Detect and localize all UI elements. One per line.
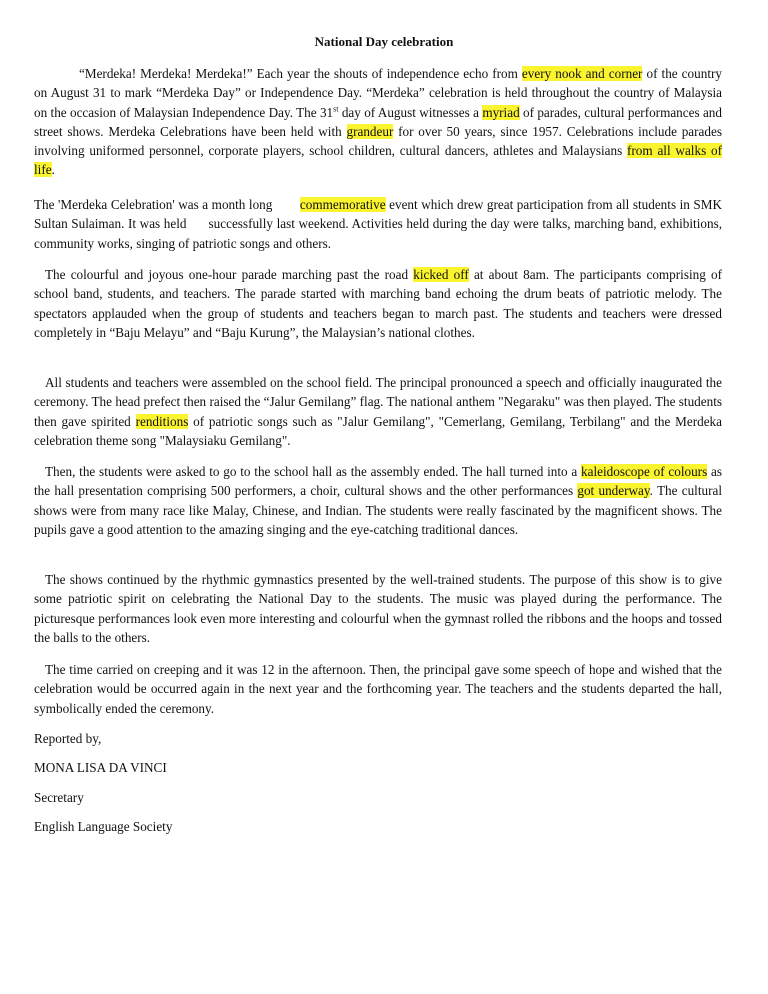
paragraph-celebration: The 'Merdeka Celebration' was a month long commemorative event which drew great participation from all students in SMK Sultan Sulaiman. It was held successfully last weekend. Activities held during the day were talks, marching band, exhibitions, community works, singing of patriotic songs and others. [34,197,722,251]
paragraph-intro: “Merdeka! Merdeka! Merdeka!” Each year the shouts of independence echo from every nook and corner of the country on August 31 to mark “Merdeka Day” or Independence Day. “Merdeka” celebration is held throughout the country of Malaysia on the occasion of Malaysian Independence Day. The 31st day of August witnesses a myriad of parades, cultural performances and street shows. Merdeka Celebrations have been held with grandeur for over 50 years, since 1957. Celebrations include parades involving uniformed personnel, corporate players, school children, cultural dancers, athletes and Malaysians from all walks of life. [34,66,722,178]
reported-by: Reported by, [34,731,102,746]
paragraph-hall: Then, the students were asked to go to the school hall as the assembly ended. The hall turned into a kaleidoscope of colours as the hall presentation comprising 500 performers, a choir, cultural shows and the other performances got underway. The cultural shows were from many race like Malay, Chinese, and Indian. The students were really fascinated by the magnificent shows. The pupils gave a good attention to the amazing singing and the eye-catching traditional dances. [34,464,723,537]
paragraph-assembly: All students and teachers were assembled on the school field. The principal pronounced a speech and officially inaugurated the ceremony. The head prefect then raised the “Jalur Gemilang” flag. The national anthem "Negaraku" was then played. The students then gave spirited renditions of patriotic songs such as "Jalur Gemilang", "Cemerlang, Gemilang, Terbilang" and the Merdeka celebration theme song "Malaysiaku Gemilang". [34,375,722,448]
paragraph-parade: The colourful and joyous one-hour parade marching past the road kicked off at about 8am. The participants comprising of school band, students, and teachers. The parade started with marching band echoing the drum beats of patriotic melody. The spectators applauded when the group of students and teachers began to march past. The students and teachers were dressed completely in “Baju Melayu” and “Baju Kurung”, the Malaysian’s national clothes. [34,267,722,340]
highlight-grandeur: grandeur [346,123,394,139]
paragraph-shows: The shows continued by the rhythmic gymnastics presented by the well-trained students. The purpose of this show is to give some patriotic spirit on celebrating the National Day to the students. The music was played during the performance. The picturesque performances look even more interesting and colourful when the gymnast rolled the ribbons and the hoops and tossed the balls to the others. [34,572,722,645]
highlight-kicked-off: kicked off [413,267,469,282]
paragraph-closing: The time carried on creeping and it was 12 in the afternoon. Then, the principal gave some speech of hope and wished that the celebration would be occurred again in the next year and the forthcoming year. The teachers and the students departed the hall, symbolically ended the ceremony. [34,662,722,716]
reporter-position: Secretary [34,790,84,805]
reporter-organization: English Language Society [34,819,173,834]
highlight-renditions: renditions [135,413,189,429]
highlight-got-underway: got underway [577,483,650,499]
highlight-walks-of-life: from all walks of life [34,143,722,178]
document-title: National Day celebration [314,34,454,49]
highlight-kaleidoscope: kaleidoscope of colours [581,464,708,479]
highlight-myriad: myriad [482,104,520,120]
highlight-commemorative: commemorative [299,197,386,212]
reporter-name: MONA LISA DA VINCI [34,760,167,775]
highlight-every-nook: every nook and corner [521,66,643,81]
